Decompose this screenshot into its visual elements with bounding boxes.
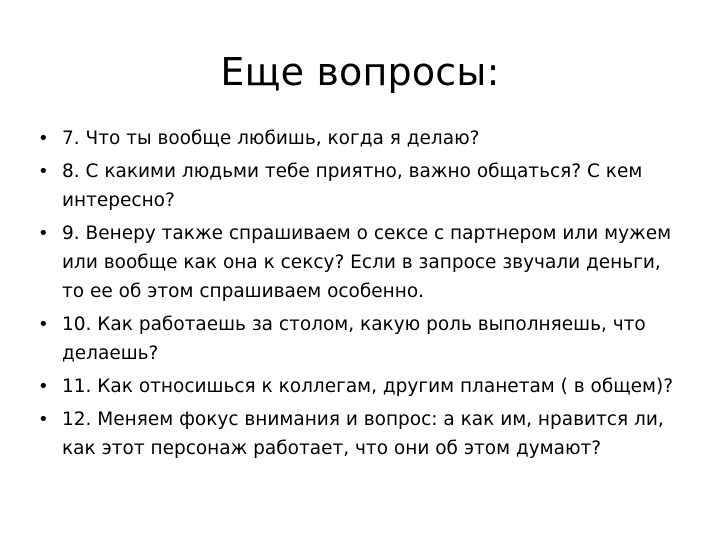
bullet-point-icon: • [38,128,49,149]
bullet-list [38,124,688,467]
bullet-text: 7. Что ты вообще любишь, когда я делаю? [62,128,480,149]
bullet-text: 10. Как работаешь за столом, какую роль выполняешь, что делаешь? [62,314,646,364]
bullet-point-icon: • [38,409,49,430]
bullet-text: 9. Венеру также спрашиваем о сексе с партнером или мужем или вообще как она к сексу? Если в запросе звучали деньги, то ее об этом спрашиваем особенно. [62,223,672,302]
bullet-point-icon: • [38,223,49,244]
bullet-text: 11. Как относишься к коллегам, другим планетам ( в общем)? [62,376,674,397]
bullet-text: 12. Меняем фокус внимания и вопрос: а как им, нравится ли, как этот персонаж работает, что они об этом думают? [62,409,664,459]
bullet-item-12 [38,405,688,463]
bullet-point-icon: • [38,376,49,397]
bullet-point-icon: • [38,314,49,335]
bullet-item-11 [38,372,688,401]
bullet-item-7 [38,124,688,153]
bullet-point-icon: • [38,161,49,182]
bullet-item-8 [38,157,688,215]
bullet-item-10 [38,310,688,368]
slide-title: Еще вопросы: [220,50,500,94]
bullet-item-9 [38,219,688,306]
bullet-text: 8. С какими людьми тебе приятно, важно общаться? С кем интересно? [62,161,643,211]
